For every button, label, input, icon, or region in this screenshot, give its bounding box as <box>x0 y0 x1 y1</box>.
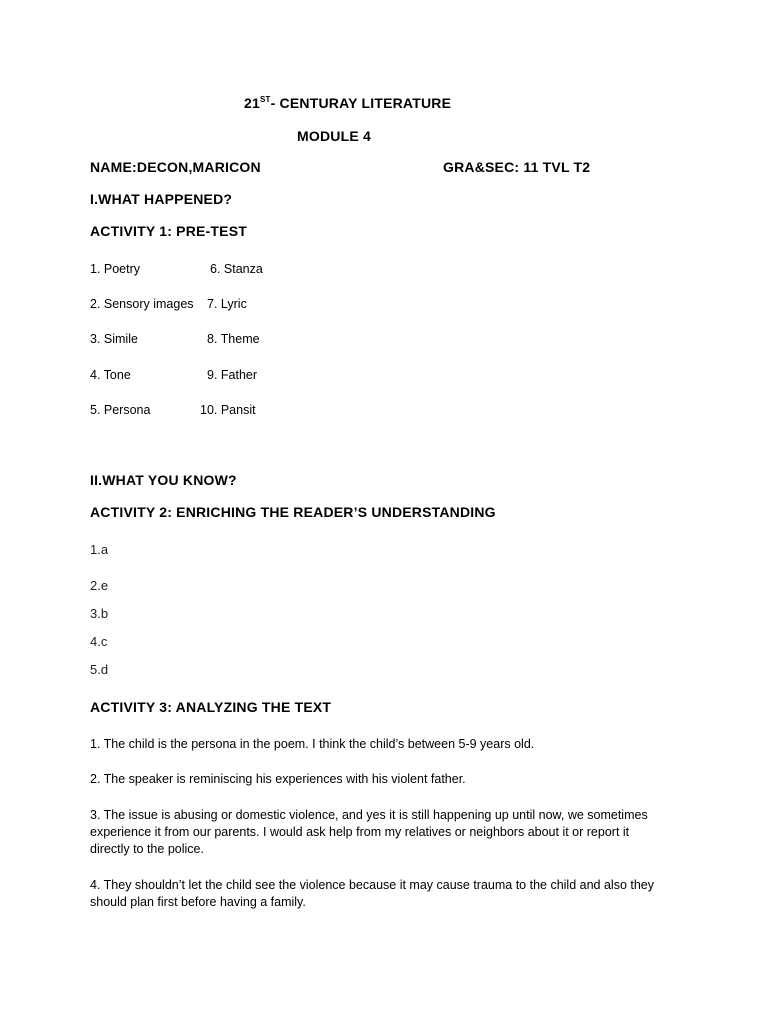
pretest-answer: 1. Poetry <box>90 262 141 276</box>
activity-2-answer: 2.e <box>90 578 109 593</box>
analysis-answer: 4. They shouldn’t let the child see the violence because it may cause trauma to the child and also they should plan first before having a family. <box>90 878 654 909</box>
pretest-answer: 8. Theme <box>207 332 260 346</box>
title-superscript: ST <box>259 95 271 104</box>
pretest-answer: 3. Simile <box>90 332 138 346</box>
activity-3-heading: ACTIVITY 3: ANALYZING THE TEXT <box>90 699 332 715</box>
title-number: 21 <box>244 95 260 111</box>
pretest-answer: 7. Lyric <box>207 297 247 311</box>
grade-section: GRA&SEC: 11 TVL T2 <box>443 159 591 175</box>
activity-1-heading: ACTIVITY 1: PRE-TEST <box>90 223 247 239</box>
module-label: MODULE 4 <box>297 128 371 144</box>
pretest-answer: 5. Persona <box>90 403 151 417</box>
pretest-answer: 10. Pansit <box>200 403 256 417</box>
pretest-answer: 2. Sensory images <box>90 297 194 311</box>
analysis-answer: 3. The issue is abusing or domestic violence, and yes it is still happening up until now, we sometimes experience it from our parents. I would ask help from my relatives or neighbors about it or report it directly to the police. <box>90 808 648 856</box>
student-name: NAME:DECON,MARICON <box>90 159 261 175</box>
analysis-answer: 2. The speaker is reminiscing his experiences with his violent father. <box>90 772 466 786</box>
page-title <box>244 95 451 111</box>
pretest-answer: 4. Tone <box>90 368 131 382</box>
title-text: - CENTURAY LITERATURE <box>270 95 452 111</box>
pretest-answer: 6. Stanza <box>210 262 263 276</box>
activity-2-heading: ACTIVITY 2: ENRICHING THE READER’S UNDERSTANDING <box>90 504 496 520</box>
section-heading-what-happened: I.WHAT HAPPENED? <box>90 191 233 207</box>
activity-2-answer: 5.d <box>90 662 109 677</box>
activity-2-answer: 4.c <box>90 634 108 649</box>
analysis-answer: 1. The child is the persona in the poem. I think the child’s between 5-9 years old. <box>90 737 535 751</box>
activity-2-answer: 1.a <box>90 542 109 557</box>
pretest-answer: 9. Father <box>207 368 258 382</box>
section-heading-what-you-know: II.WHAT YOU KNOW? <box>90 472 237 488</box>
activity-2-answer: 3.b <box>90 606 109 621</box>
